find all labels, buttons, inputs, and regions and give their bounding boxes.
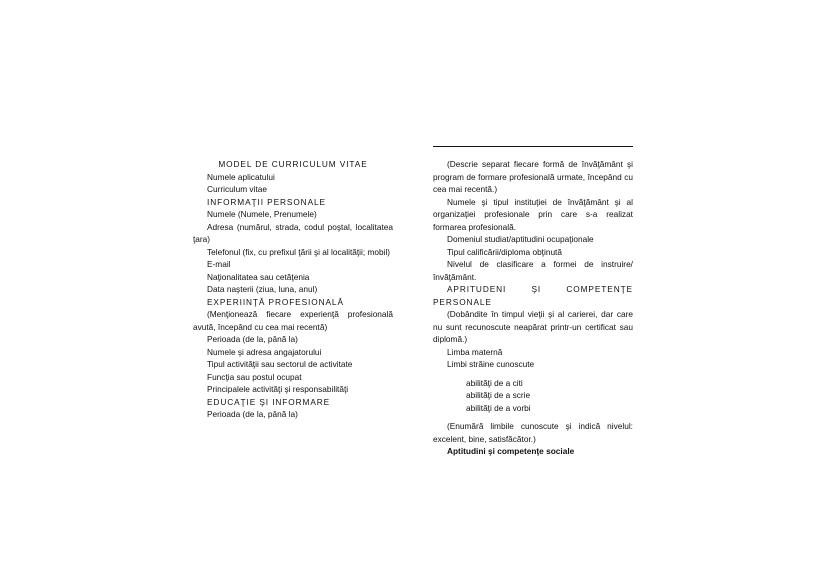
social-skills-heading: Aptitudini şi competenţe sociale [447, 446, 575, 456]
qualification-line: Tipul calificării/diploma obţinută [447, 246, 562, 257]
ability-speak: abilităţi de a vorbi [466, 402, 531, 413]
activity-type-line: Tipul activităţii sau sectorul de activitate [207, 359, 353, 369]
email-line: E-mail [207, 259, 231, 269]
education-heading: EDUCAŢIE ŞI INFORMARE [207, 396, 331, 407]
mother-tongue-line: Limba maternă [447, 346, 503, 357]
field-of-study-line: Domeniul studiat/aptitudini ocupaţionale [447, 234, 594, 244]
right-column [433, 158, 633, 458]
experience-note: (Menţionează fiecare experienţă profesională avută, începând cu cea mai recentă) [193, 309, 393, 332]
applicant-name-line: Numele aplicatului [207, 171, 275, 182]
name-line: Numele (Numele, Prenumele) [207, 209, 317, 219]
personal-skills-note: (Dobândite în timpul vieţii şi al carierei, dar care nu sunt recunoscute neapărat printr-un certificat sau diplomă.) [433, 309, 633, 344]
left-column [193, 158, 393, 421]
experience-period-line: Perioada (de la, până la) [207, 334, 298, 344]
employer-line: Numele şi adresa angajatorului [207, 346, 322, 357]
education-period-line: Perioada (de la, până la) [207, 409, 298, 419]
personal-skills-heading: APRITUDENI ŞI COMPETENŢE PERSONALE [433, 284, 633, 307]
classification-level-line: Nivelul de clasificare a formei de instruire/învăţământ. [433, 259, 633, 282]
cv-heading-line: Curriculum vitae [207, 184, 267, 194]
responsibilities-line: Principalele activităţi şi responsabilităţi [207, 384, 349, 394]
address-line: Adresa (numărul, strada, codul poştal, localitatea ţara) [193, 221, 393, 244]
languages-note: (Enumără limbile cunoscute şi indică nivelul: excelent, bine, satisfăcător.) [433, 421, 633, 444]
ability-write: abilităţi de a scrie [466, 390, 531, 400]
education-note: (Descrie separat fiecare formă de învăţământ şi program de formare profesională urmate, începând cu cea mai recentă.) [433, 159, 633, 194]
birthdate-line: Data naşterii (ziua, luna, anul) [207, 284, 318, 294]
foreign-languages-line: Limbi străine cunoscute [447, 359, 535, 369]
ability-read: abilităţi de a citi [466, 377, 523, 388]
experience-heading: EXPERIINŢĂ PROFESIONALĂ [207, 296, 344, 307]
phone-line: Telefonul (fix, cu prefixul ţării şi al localităţii; mobil) [207, 246, 391, 257]
position-line: Funcţia sau postul ocupat [207, 371, 302, 382]
top-rule [433, 146, 633, 147]
document-title: MODEL DE CURRICULUM VITAE [218, 159, 368, 169]
nationality-line: Naţionalitatea sau cetăţenia [207, 271, 310, 282]
personal-info-heading: INFORMAŢII PERSONALE [207, 196, 326, 207]
institution-line: Numele şi tipul instituţiei de învăţământ şi al organizaţiei profesionale prin care s-a realizat formarea profesională. [433, 196, 633, 232]
